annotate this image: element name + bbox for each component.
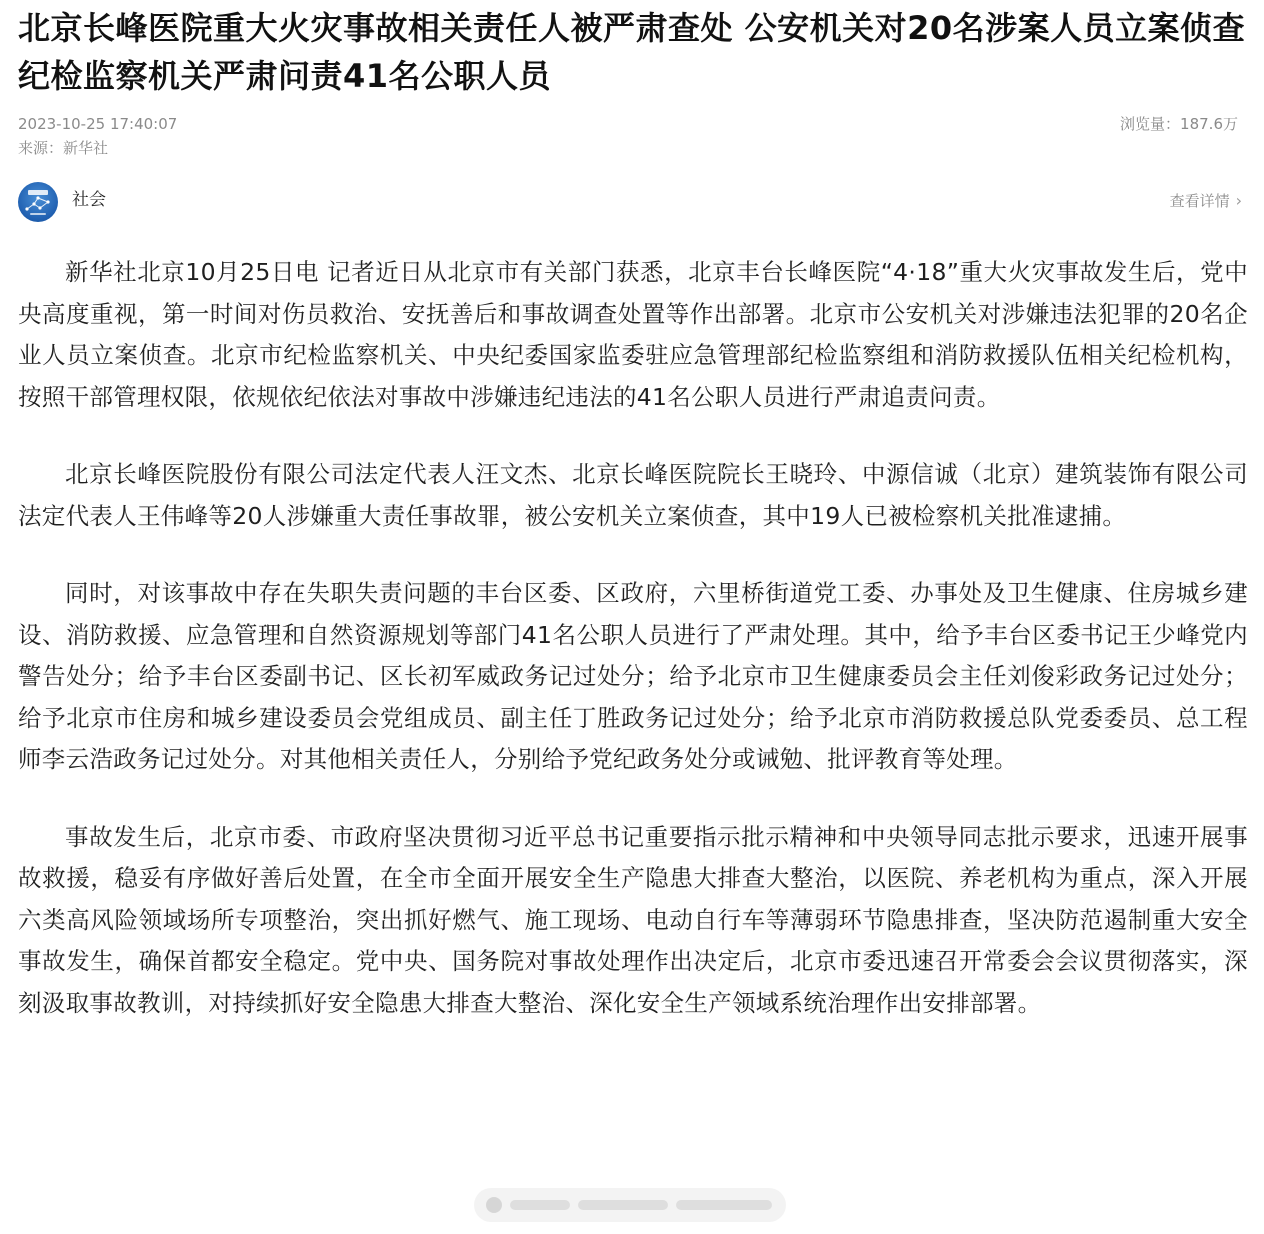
watermark-dot xyxy=(486,1197,502,1213)
article-title: 北京长峰医院重大火灾事故相关责任人被严肃查处 公安机关对20名涉案人员立案侦查 纪检监察机关严肃问责41名公职人员 xyxy=(18,9,1246,95)
chevron-right-icon: › xyxy=(1235,191,1242,210)
article-paragraph: 新华社北京10月25日电 记者近日从北京市有关部门获悉，北京丰台长峰医院“4·18”重大火灾事故发生后，党中央高度重视，第一时间对伤员救治、安抚善后和事故调查处置等作出部署。北京市公安机关对涉嫌违法犯罪的20名企业人员立案侦查。北京市纪检监察机关、中央纪委国家监委驻应急管理部纪检监察组和消防救援队伍相关纪检机构，按照干部管理权限，依规依纪依法对事故中涉嫌违纪违法的41名公职人员进行严肃追责问责。 xyxy=(18,258,1248,411)
article-source: 来源：新华社 xyxy=(18,139,109,157)
channel-name[interactable]: 社会 xyxy=(72,190,106,210)
view-count: 浏览量：187.6万 xyxy=(1120,115,1238,133)
article-paragraph: 同时，对该事故中存在失职失责问题的丰台区委、区政府，六里桥街道党工委、办事处及卫生健康、住房城乡建设、消防救援、应急管理和自然资源规划等部门41名公职人员进行了严肃处理。其中，给予丰台区委书记王少峰党内警告处分；给予丰台区委副书记、区长初军威政务记过处分；给予北京市卫生健康委员会主任刘俊彩政务记过处分；给予北京市住房和城乡建设委员会党组成员、副主任丁胜政务记过处分；给予北京市消防救援总队党委委员、总工程师李云浩政务记过处分。对其他相关责任人，分别给予党纪政务处分或诫勉、批评教育等处理。 xyxy=(18,579,1248,773)
watermark xyxy=(474,1188,786,1222)
publish-time: 2023-10-25 17:40:07 xyxy=(18,115,178,133)
article-paragraph: 北京长峰医院股份有限公司法定代表人汪文杰、北京长峰医院院长王晓玲、中源信诚（北京）建筑装饰有限公司法定代表人王伟峰等20人涉嫌重大责任事故罪，被公安机关立案侦查，其中19人已被检察机关批准逮捕。 xyxy=(18,460,1248,530)
watermark-bar xyxy=(510,1200,570,1210)
watermark-bar xyxy=(676,1200,772,1210)
xinhua-logo-icon[interactable] xyxy=(18,182,58,222)
article-paragraph: 事故发生后，北京市委、市政府坚决贯彻习近平总书记重要指示批示精神和中央领导同志批示要求，迅速开展事故救援，稳妥有序做好善后处置，在全市全面开展安全生产隐患大排查大整治，以医院、养老机构为重点，深入开展六类高风险领域场所专项整治，突出抓好燃气、施工现场、电动自行车等薄弱环节隐患排查，坚决防范遏制重大安全事故发生，确保首都安全稳定。党中央、国务院对事故处理作出决定后，北京市委迅速召开常委会会议贯彻落实，深刻汲取事故教训，对持续抓好安全隐患大排查大整治、深化安全生产领域系统治理作出安排部署。 xyxy=(18,822,1248,1017)
article-body xyxy=(18,252,1248,1024)
xinhua-logo-graphic xyxy=(18,182,58,222)
view-details-label: 查看详情 xyxy=(1169,192,1230,210)
view-details-link[interactable] xyxy=(1170,191,1242,211)
channel-row xyxy=(18,180,1246,222)
watermark-bar xyxy=(578,1200,668,1210)
